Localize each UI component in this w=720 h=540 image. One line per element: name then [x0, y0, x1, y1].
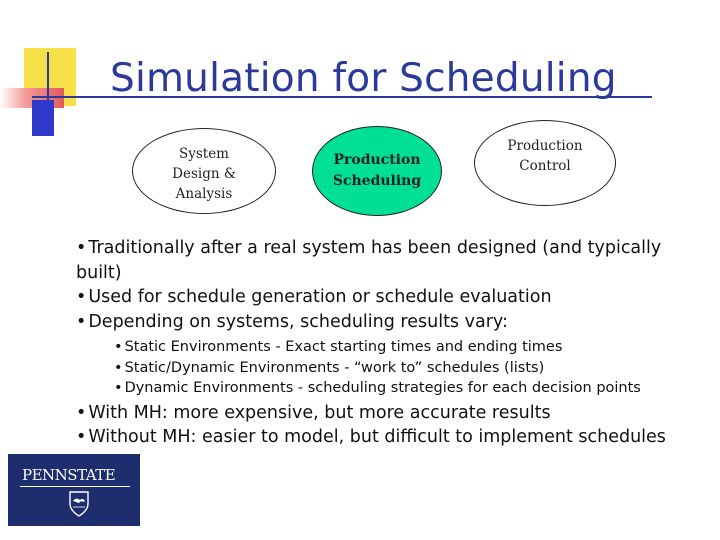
bullet-glyph: • [114, 359, 123, 376]
bullet-glyph: • [76, 402, 87, 423]
sub-bullet-item: • Dynamic Environments - scheduling strategies for each decision points [114, 380, 641, 396]
bullet-item: • Traditionally after a real system has been designed (and typically built) [76, 238, 662, 283]
penn-state-logo [8, 454, 140, 526]
bullet-list [76, 236, 696, 450]
bullet-item: • Depending on systems, scheduling results vary: [76, 311, 508, 332]
penn-state-shield-icon [68, 490, 90, 518]
bullet-item: • Used for schedule generation or schedule evaluation [76, 287, 552, 307]
slide-title: Simulation for Scheduling [110, 56, 617, 101]
node-production-scheduling [312, 126, 442, 216]
logo-wordmark: PENNSTATE [22, 466, 116, 484]
bullet-glyph: • [76, 238, 87, 258]
sub-bullet-list [76, 337, 696, 399]
bullet-item: • Without MH: easier to model, but difficult to implement schedules [76, 427, 666, 447]
node-label: Production Scheduling [332, 152, 422, 189]
logo-rule [20, 486, 130, 487]
sub-bullet-item: • Static Environments - Exact starting times and ending times [114, 339, 563, 355]
sub-bullet-item: • Static/Dynamic Environments - “work to” schedules (lists) [114, 359, 545, 376]
bullet-item: • With MH: more expensive, but more accurate results [76, 402, 551, 423]
node-system-design [132, 128, 276, 214]
bullet-glyph: • [76, 311, 87, 332]
node-production-control [474, 120, 616, 206]
bullet-glyph: • [76, 427, 87, 447]
decor-blue-square [32, 100, 54, 136]
node-label: System Design & Analysis [172, 145, 236, 203]
bullet-glyph: • [114, 380, 123, 396]
node-label: Production Control [507, 137, 583, 174]
bullet-glyph: • [76, 287, 87, 307]
bullet-glyph: • [114, 339, 123, 355]
